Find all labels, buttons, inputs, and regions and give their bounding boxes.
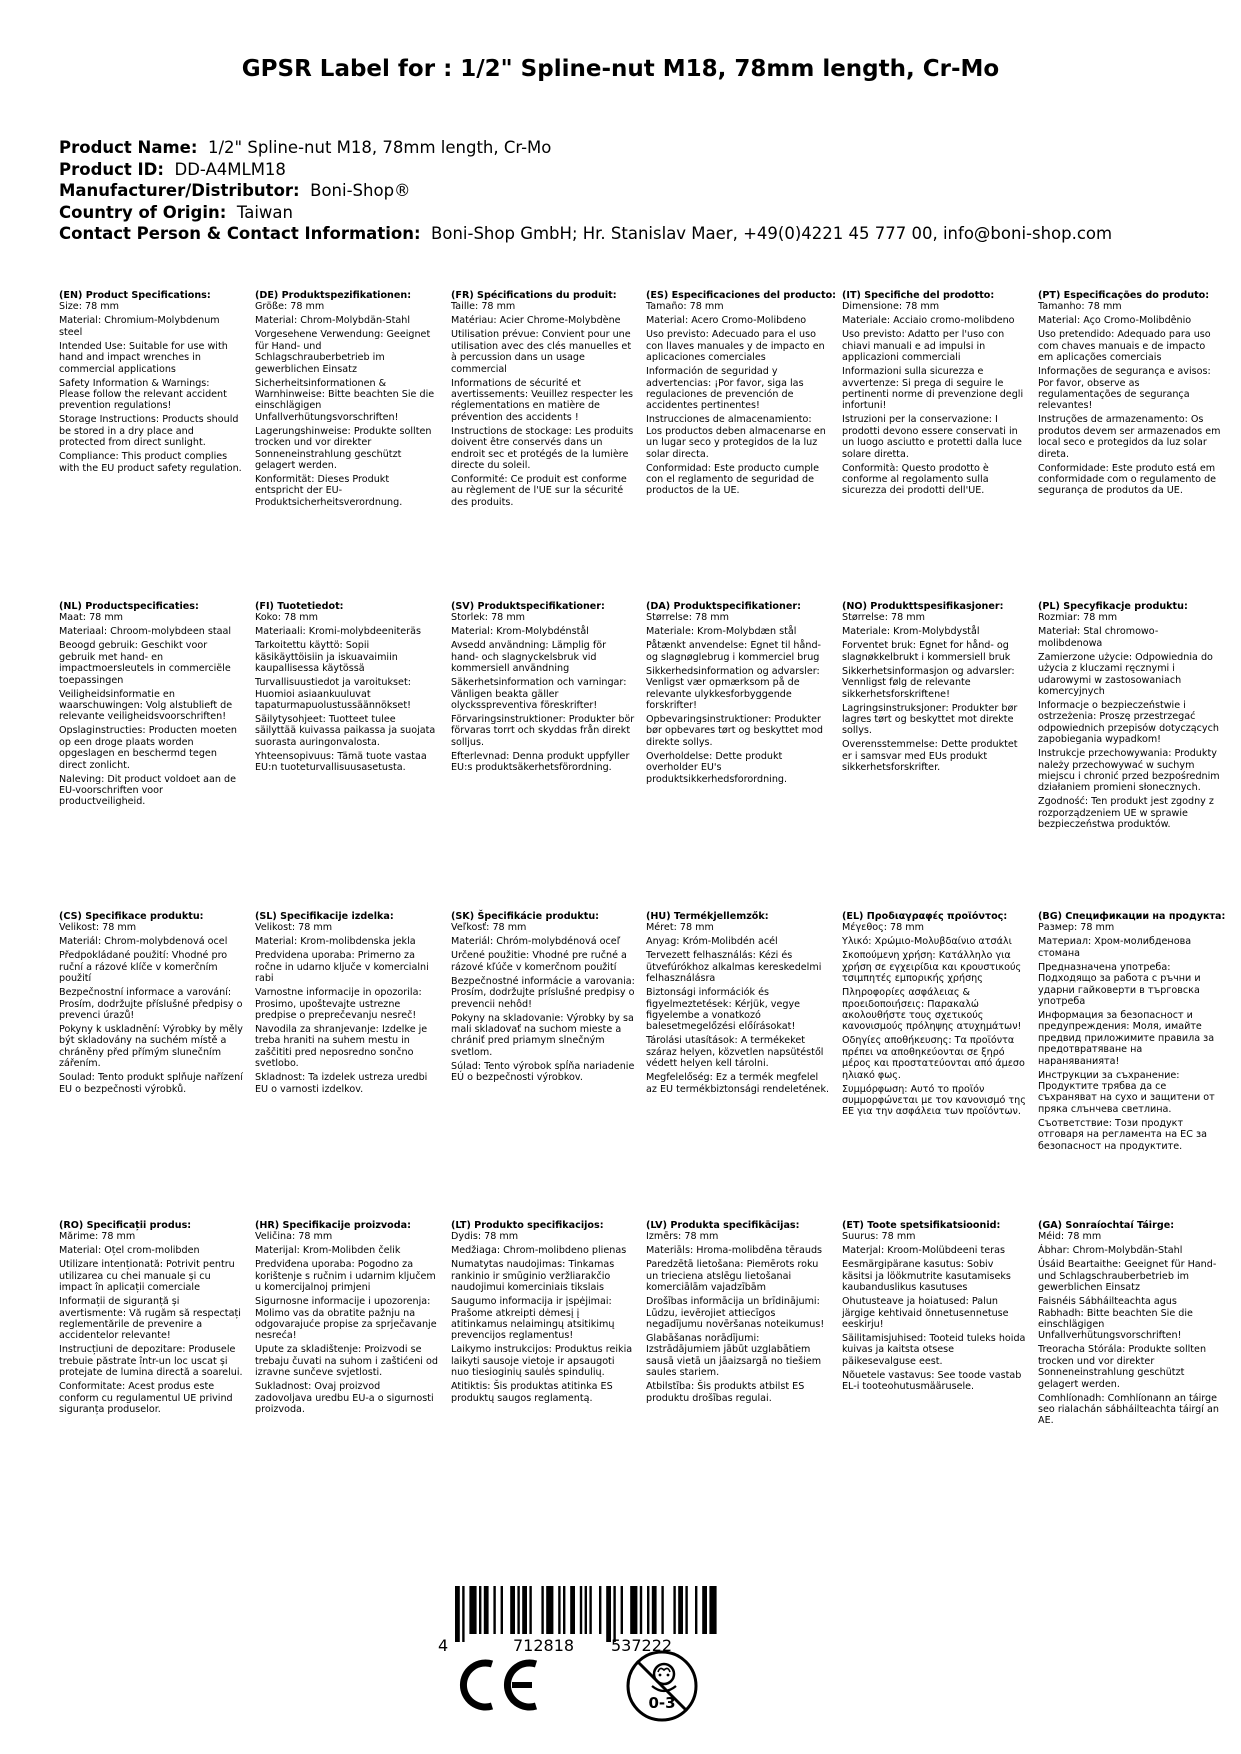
specification-line: Material: Acero Cromo-Molibdeno	[646, 315, 807, 327]
age-range-label: 0-3	[648, 1694, 676, 1712]
language-block	[255, 1220, 445, 1418]
barcode-bar	[580, 1586, 582, 1634]
specification-line: Storlek: 78 mm	[451, 612, 526, 624]
specification-line: Material: Chrom-Molybdän-Stahl	[255, 315, 411, 327]
language-block	[646, 1220, 836, 1407]
barcode-bar	[455, 1586, 460, 1642]
specification-line: Taille: 78 mm	[451, 301, 516, 313]
barcode-bar	[484, 1586, 489, 1634]
language-heading: (EL) Προδιαγραφές προϊόντος:	[842, 911, 1008, 922]
specification-line: Predvidena uporaba: Primerno za ročne in udarno ključe v komercialni rabi	[255, 950, 429, 985]
specification-line: Förvaringsinstruktioner: Produkter bör förvaras torrt och skyddas från direkt solljus.	[451, 714, 635, 748]
specification-line: Sigurnosne informacije i upozorenja: Molimo vas da obratite pažnju na odgovarajuće propise za sprječavanje nesreća!	[255, 1296, 437, 1342]
specification-line: Størrelse: 78 mm	[842, 612, 925, 624]
specification-line: Οδηγίες αποθήκευσης: Τα προϊόντα πρέπει να αποθηκεύονται σε ξηρό μέρος και προστατεύονται από άμεσο ηλιακό φως.	[842, 1035, 1025, 1081]
info-row	[59, 137, 1112, 159]
specification-line: Størrelse: 78 mm	[646, 612, 729, 624]
specification-line: Atbilstība: Šis produkts atbilst ES produktu drošības regulai.	[646, 1381, 805, 1404]
info-label: Product Name:	[59, 138, 198, 157]
specification-line: Overensstemmelse: Dette produktet er i samsvar med EUs produkt sikkerhetsforskrifter.	[842, 739, 1018, 774]
specification-line: Size: 78 mm	[59, 301, 119, 313]
barcode-bar	[702, 1586, 707, 1634]
specification-line: Zamierzone użycie: Odpowiednia do użycia z kluczami ręcznymi i udarowymi w zastosowaniach komercyjnych	[1038, 651, 1213, 698]
language-block	[255, 601, 445, 776]
specification-line: Informazioni sulla sicurezza e avvertenze: Si prega di seguire le pertinenti norme di prevenzione degli infortuni!	[842, 366, 1024, 412]
barcode-bar	[695, 1586, 697, 1634]
specification-line: Glabāšanas norādījumi: Izstrādājumiem jābūt uzglabātiem sausā vietā un jāaizsargā no tiešiem saules stariem.	[646, 1333, 822, 1379]
specification-line: Utilizare intenționată: Potrivit pentru utilizarea cu chei manuale și cu impact în aplicații comerciale	[59, 1259, 235, 1294]
specification-line: Mărime: 78 mm	[59, 1231, 136, 1243]
specification-line: Material: Chromium-Molybdenum steel	[59, 315, 220, 338]
specification-line: Určené použitie: Vhodné pre ručné a rázové kľúče v komerčnom použití	[451, 950, 627, 973]
not-for-children-0-3-icon	[624, 1648, 700, 1728]
language-block	[59, 290, 249, 477]
info-row	[59, 180, 1112, 202]
specification-line: Ábhar: Chrom-Molybdän-Stahl	[1038, 1245, 1183, 1257]
ce-mark-icon	[454, 1656, 542, 1718]
specification-line: Tarkoitettu käyttö: Sopii käsikäyttöisiin ja iskuavaimiin kaupallisessa käytössä	[255, 640, 398, 675]
specification-line: Съответствие: Този продукт отговаря на регламента на ЕС за безопасност на продуктите.	[1038, 1117, 1207, 1152]
specification-line: Инструкции за съхранение: Продуктите трябва да се съхраняват на сухо и защитени от пряка слънчева светлина.	[1038, 1069, 1215, 1115]
specification-line: Materiāls: Hroma-molibdēna tērauds	[646, 1245, 823, 1257]
info-row	[59, 223, 1112, 245]
info-row	[59, 202, 1112, 224]
specification-line: Sicherheitsinformationen & Warnhinweise: Bitte beachten Sie die einschlägigen Unfallverhütungsvorschriften!	[255, 377, 435, 423]
specification-line: Predviđena uporaba: Pogodno za korištenje s ručnim i udarnim ključem u komercijalnoj primjeni	[255, 1259, 436, 1294]
specification-line: Σκοπούμενη χρήση: Κατάλληλο για χρήση σε εγχειρίδια και κρουστικούς τσιμπητές εμπορικής χρήσης	[842, 950, 1022, 985]
specification-line: Medžiaga: Chrom-molibdeno plienas	[451, 1245, 627, 1257]
specification-line: Avsedd användning: Lämplig för hand- och slagnyckelsbruk vid kommersiell användning	[451, 640, 607, 675]
language-heading: (GA) Sonraíochtaí Táirge:	[1038, 1220, 1175, 1231]
language-heading: (DE) Produktspezifikationen:	[255, 290, 412, 301]
barcode-bar	[570, 1586, 575, 1634]
specification-line: Intended Use: Suitable for use with hand and impact wrenches in commercial applications	[59, 340, 228, 375]
info-value: Boni-Shop GmbH; Hr. Stanislav Maer, +49(0)4221 45 777 00, info@boni-shop.com	[431, 224, 1113, 243]
specification-line: Pokyny k uskladnění: Výrobky by měly být skladovány na suchém místě a chráněny před přímým slunečním zářením.	[59, 1024, 243, 1070]
specification-line: Материал: Хром-молибденова стомана	[1038, 936, 1192, 959]
barcode-bar	[709, 1586, 716, 1634]
language-block	[842, 290, 1032, 499]
language-heading: (PT) Especificações do produto:	[1038, 290, 1210, 301]
specification-line: Conformidad: Este producto cumple con el reglamento de seguridad de productos de la UE.	[646, 462, 819, 497]
specification-line: Informacje o bezpieczeństwie i ostrzeżenia: Proszę przestrzegać odpowiednich przepisów dotyczących zapobiegania wypadkom!	[1038, 700, 1219, 746]
language-block	[59, 911, 249, 1098]
specification-line: Storage Instructions: Products should be stored in a dry place and protected from direct sunlight.	[59, 414, 239, 449]
specification-line: Påtænkt anvendelse: Egnet til hånd- og slagnøglebrug i kommerciel brug	[646, 640, 822, 663]
specification-line: Pokyny na skladovanie: Výrobky by sa mali skladovať na suchom mieste a chrániť pred priamym slnečným svetlom.	[451, 1012, 634, 1058]
specification-line: Rozmiar: 78 mm	[1038, 612, 1118, 624]
language-heading: (NO) Produkttspesifikasjoner:	[842, 601, 1004, 612]
specification-line: Navodila za shranjevanje: Izdelke je treba hraniti na suhem mestu in zaščititi pred neposredno sončno svetlobo.	[255, 1024, 428, 1070]
barcode-bar	[661, 1586, 663, 1634]
specification-line: Drošības informācija un brīdinājumi: Lūdzu, ievērojiet attiecīgos negadījumu novēršanas noteikumus!	[646, 1296, 825, 1331]
specification-line: Bezpečnostní informace a varování: Prosím, dodržujte příslušné předpisy o prevenci úrazů!	[59, 987, 243, 1022]
language-heading: (LT) Produkto specifikacijos:	[451, 1220, 604, 1231]
language-heading: (IT) Specifiche del prodotto:	[842, 290, 995, 301]
page-title: GPSR Label for : 1/2" Spline-nut M18, 78mm length, Cr-Mo	[241, 56, 1000, 82]
specification-line: Opbevaringsinstruktioner: Produkter bør opbevares tørt og beskyttet mod direkte sollys.	[646, 714, 823, 748]
barcode-bar	[558, 1586, 560, 1634]
specification-line: Tamaño: 78 mm	[646, 301, 724, 313]
specification-line: Nõuetele vastavus: See toode vastab EL-i tooteohutusmäärusele.	[842, 1369, 1022, 1393]
specification-line: Material: Aço Cromo-Molibdênio	[1038, 315, 1192, 327]
specification-line: Yhteensopivuus: Tämä tuote vastaa EU:n tuoteturvallisuusasetusta.	[255, 750, 427, 774]
language-block	[1038, 911, 1228, 1155]
specification-line: Treoracha Stórála: Produkte sollten trocken und vor direkter Sonneneinstrahlung geschützt gelagert werden.	[1038, 1344, 1207, 1390]
info-label: Manufacturer/Distributor:	[59, 181, 300, 200]
language-block	[1038, 290, 1228, 499]
specification-line: Υλικό: Χρώμιο-Μολυβδαίνιο ατσάλι	[842, 936, 1012, 948]
language-block	[646, 911, 836, 1098]
language-heading: (NL) Productspecificaties:	[59, 601, 199, 612]
barcode-bar	[621, 1586, 623, 1634]
specification-line: Tervezett felhasználás: Kézi és ütvefúrókhoz alkalmas kereskedelmi felhasználásra	[646, 950, 822, 985]
specification-line: Instrucțiuni de depozitare: Produsele trebuie păstrate într-un loc uscat și protejate de lumina directă a soarelui.	[59, 1344, 243, 1379]
specification-line: Conformité: Ce produit est conforme au règlement de l'UE sur la sécurité des produits.	[451, 474, 627, 508]
language-heading: (HU) Termékjellemzők:	[646, 911, 769, 922]
specification-line: Faisnéis Sábháilteachta agus Rabhadh: Bitte beachten Sie die einschlägigen Unfallverhütungsvorschriften!	[1038, 1296, 1193, 1342]
specification-line: Informations de sécurité et avertissements: Veuillez respecter les réglementations en matière de prévention des accidents !	[451, 377, 634, 423]
specification-line: Méret: 78 mm	[646, 922, 714, 934]
barcode-bar	[493, 1586, 495, 1634]
barcode-bar	[640, 1586, 642, 1634]
specification-line: Lagerungshinweise: Produkte sollten trocken und vor direkter Sonneneinstrahlung geschützt gelagert werden.	[255, 425, 432, 472]
specification-line: Materiál: Chrom-molybdenová ocel	[59, 936, 228, 948]
info-value: Boni-Shop®	[310, 181, 411, 200]
specification-line: Uso previsto: Adecuado para el uso con llaves manuales y de impacto en aplicaciones comerciales	[646, 329, 825, 364]
specification-line: Предназначена употреба: Подходящо за работа с ръчни и ударни гайковерти в търговска употреба	[1038, 961, 1201, 1008]
specification-line: Saugumo informacija ir įspėjimai: Prašome atkreipti dėmesį į atitinkamus nelaimingų atsitikimų prevencijos reglamentus!	[451, 1296, 615, 1342]
specification-line: Информация за безопасност и предупреждения: Моля, имайте предвид приложимите правила за предотвратяване на нараняванията!	[1038, 1010, 1215, 1067]
barcode-bar	[652, 1586, 657, 1634]
barcode-bar	[546, 1586, 553, 1634]
barcode-bar	[630, 1586, 637, 1634]
language-heading: (ET) Toote spetsifikatsioonid:	[842, 1220, 1001, 1231]
barcode-bar	[589, 1586, 591, 1634]
specification-line: Utilisation prévue: Convient pour une utilisation avec des clés manuelles et à percussion dans un usage commercial	[451, 329, 632, 375]
info-row	[59, 159, 1112, 181]
barcode-bar	[462, 1586, 464, 1642]
barcode-bar	[529, 1586, 531, 1634]
language-block	[842, 601, 1032, 776]
specification-line: Uso pretendido: Adequado para uso com chaves manuais e de impacto em aplicações comerciais	[1038, 329, 1211, 364]
specification-line: Naleving: Dit product voldoet aan de EU-voorschriften voor productveiligheid.	[59, 773, 236, 808]
specification-line: Istruzioni per la conservazione: I prodotti devono essere conservati in un luogo asciutto e protetti dalla luce solare diretta.	[842, 414, 1022, 460]
language-heading: (LV) Produkta specifikācijas:	[646, 1220, 800, 1231]
specification-line: Konformität: Dieses Produkt entspricht der EU-Produktsicherheitsverordnung.	[255, 474, 403, 508]
specification-line: Veličina: 78 mm	[255, 1231, 333, 1243]
barcode-bars	[437, 1586, 717, 1642]
specification-line: Matériau: Acier Chrome-Molybdène	[451, 315, 621, 327]
specification-line: Instructions de stockage: Les produits doivent être conservés dans un endroit sec et protégés de la lumière directe du soleil.	[451, 425, 634, 472]
specification-line: Efterlevnad: Denna produkt uppfyller EU:s produktsäkerhetsförordning.	[451, 750, 630, 774]
barcode-bar	[678, 1586, 683, 1634]
specification-line: Uso previsto: Adatto per l'uso con chiavi manuali e ad impulsi in applicazioni commerciali	[842, 329, 1005, 364]
barcode-bar	[479, 1586, 481, 1634]
language-block	[59, 1220, 249, 1418]
specification-line: Informații de siguranță și avertismente: Vă rugăm să respectați reglementările de prevenire a accidentelor relevante!	[59, 1296, 241, 1342]
language-block	[255, 290, 445, 511]
specification-line: Material: Krom-Molybdénstål	[451, 626, 589, 638]
language-block	[646, 601, 836, 788]
specification-line: Méid: 78 mm	[1038, 1231, 1102, 1243]
language-heading: (HR) Specifikacije proizvoda:	[255, 1220, 411, 1231]
language-specifications-grid	[59, 290, 1239, 1510]
barcode-bar	[563, 1586, 565, 1634]
barcode-bar	[685, 1586, 687, 1634]
specification-line: Velikost: 78 mm	[59, 922, 137, 934]
language-heading: (RO) Specificații produs:	[59, 1220, 192, 1231]
specification-line: Soulad: Tento produkt splňuje nařízení EU o bezpečnosti výrobků.	[59, 1072, 243, 1095]
language-block	[255, 911, 445, 1098]
barcode-bar	[510, 1586, 515, 1634]
specification-line: Materiaal: Chroom-molybdeen staal	[59, 626, 232, 638]
barcode-bar	[522, 1586, 527, 1634]
specification-line: Materiale: Krom-Molybdæn stål	[646, 626, 797, 638]
specification-line: Varnostne informacije in opozorila: Prosimo, upoštevajte ustrezne predpise o preprečevanju nesreč!	[255, 987, 422, 1022]
language-heading: (CS) Specifikace produktu:	[59, 911, 204, 922]
specification-line: Materiál: Chróm-molybdénová oceľ	[451, 936, 621, 948]
specification-line: Lagringsinstruksjoner: Produkter bør lagres tørt og beskyttet mot direkte sollys.	[842, 702, 1018, 737]
language-heading: (SL) Specifikacije izdelka:	[255, 911, 394, 922]
barcode-bar	[541, 1586, 543, 1634]
specification-line: Dimensione: 78 mm	[842, 301, 940, 313]
product-info	[59, 137, 1112, 245]
specification-line: Dydis: 78 mm	[451, 1231, 519, 1243]
language-heading: (FR) Spécifications du produit:	[451, 290, 617, 301]
specification-line: Biztonsági információk és figyelmeztetések: Kérjük, vegye figyelembe a vonatkozó balesetmegelőzési előírásokat!	[646, 987, 801, 1033]
specification-line: Koko: 78 mm	[255, 612, 318, 624]
specification-line: Zgodność: Ten produkt jest zgodny z rozporządzeniem UE w sprawie bezpieczeństwa produktów.	[1038, 796, 1214, 831]
specification-line: Eesmärgipärane kasutus: Sobiv käsitsi ja löökmutrite kasutamiseks kaubanduslikus kasutuses	[842, 1259, 1011, 1294]
specification-line: Materiał: Stal chromowo-molibdenowa	[1038, 626, 1159, 649]
specification-line: Upute za skladištenje: Proizvodi se trebaju čuvati na suhom i zaštićeni od izravne sunčeve svjetlosti.	[255, 1344, 438, 1379]
specification-line: Sikkerhetsinformasjon og advarsler: Vennligst følg de relevante sikkerhetsforskriftene!	[842, 665, 1015, 700]
barcode-bar	[606, 1586, 611, 1642]
ean-barcode	[437, 1586, 717, 1655]
language-heading: (EN) Product Specifications:	[59, 290, 211, 301]
specification-line: Comhlíonadh: Comhlíonann an táirge seo rialachán sábháilteachta táirgí an AE.	[1038, 1392, 1219, 1427]
specification-line: Úsáid Beartaithe: Geeignet für Hand- und Schlagschrauberbetrieb im gewerblichen Einsatz	[1038, 1259, 1217, 1294]
barcode-digit-first: 4	[438, 1636, 449, 1655]
specification-line: Πληροφορίες ασφάλειας & προειδοποιήσεις: Παρακαλώ ακολουθήστε τους σχετικούς κανονισμούς πρόληψης ατυχημάτων!	[842, 987, 1022, 1033]
barcode-bar	[647, 1586, 649, 1634]
specification-line: Materiaali: Kromi-molybdeeniteräs	[255, 626, 421, 638]
specification-line: Material: Oțel crom-molibden	[59, 1245, 200, 1257]
specification-line: Μέγεθος: 78 mm	[842, 922, 924, 934]
info-label: Country of Origin:	[59, 202, 227, 222]
specification-line: Overholdelse: Dette produkt overholder EU's produktsikkerhedsforordning.	[646, 750, 788, 785]
language-block	[1038, 1220, 1228, 1429]
specification-line: Súlad: Tento výrobok spĺňa nariadenie EÚ o bezpečnosti výrobkov.	[451, 1060, 635, 1084]
specification-line: Instrucciones de almacenamiento: Los productos deben almacenarse en un lugar seco y protegidos de la luz solar directa.	[646, 414, 826, 460]
specification-line: Tamanho: 78 mm	[1038, 301, 1122, 313]
specification-line: Instruções de armazenamento: Os produtos devem ser armazenados em local seco e protegidos da luz solar direta.	[1038, 414, 1221, 460]
specification-line: Megfelelőség: Ez a termék megfelel az EU termékbiztonsági rendeletének.	[646, 1072, 830, 1095]
specification-line: Maat: 78 mm	[59, 612, 124, 624]
specification-line: Safety Information & Warnings: Please follow the relevant accident prevention regulations!	[59, 377, 227, 412]
language-block	[842, 1220, 1032, 1395]
specification-line: Sukladnost: Ovaj proizvod zadovoljava uredbu EU-a o sigurnosti proizvoda.	[255, 1381, 434, 1416]
barcode-bar	[673, 1586, 675, 1634]
language-block	[451, 1220, 641, 1407]
language-block	[451, 911, 641, 1086]
specification-line: Säilytysohjeet: Tuotteet tulee säilyttää kuivassa paikassa ja suojata suorasta auringonvalosta.	[255, 714, 436, 748]
language-block	[59, 601, 249, 810]
specification-line: Materjal: Kroom-Molübdeeni teras	[842, 1245, 1005, 1257]
specification-line: Beoogd gebruik: Geschikt voor gebruik met hand- en impactmoersleutels in commerciële toepassingen	[59, 640, 231, 686]
language-heading: (SV) Produktspecifikationer:	[451, 601, 605, 612]
language-heading: (PL) Specyfikacje produktu:	[1038, 601, 1188, 612]
info-value: 1/2" Spline-nut M18, 78mm length, Cr-Mo	[207, 138, 552, 157]
specification-line: Forventet bruk: Egnet for hånd- og slagnøkkelbrukt i kommersiell bruk	[842, 640, 1011, 663]
specification-line: Größe: 78 mm	[255, 301, 325, 313]
barcode-bar	[501, 1586, 503, 1634]
language-block	[646, 290, 836, 499]
specification-line: Tárolási utasítások: A termékeket száraz helyen, közvetlen napsütéstől védett helyen kell tárolni.	[646, 1035, 824, 1070]
barcode-bar	[469, 1586, 476, 1634]
specification-line: Conformitate: Acest produs este conform cu regulamentul UE privind siguranța produselor.	[59, 1381, 233, 1416]
specification-line: Suurus: 78 mm	[842, 1231, 916, 1243]
specification-line: Atitiktis: Šis produktas atitinka ES produktų saugos reglamentą.	[451, 1381, 613, 1404]
barcode-digits-right: 537222	[611, 1636, 673, 1655]
barcode-bar	[613, 1586, 615, 1642]
specification-line: Izmērs: 78 mm	[646, 1231, 719, 1243]
specification-line: Conformidade: Este produto está em conformidade com o regulamento de segurança de produtos da UE.	[1038, 462, 1217, 497]
specification-line: Opslaginstructies: Producten moeten op een droge plaats worden opgeslagen en beschermd tegen direct zonlicht.	[59, 725, 238, 771]
language-block	[451, 601, 641, 776]
specification-line: Compliance: This product complies with the EU product safety regulation.	[59, 451, 242, 474]
specification-line: Anyag: Króm-Molibdén acél	[646, 936, 778, 948]
info-value: Taiwan	[236, 202, 293, 222]
specification-line: Materiale: Krom-Molybdystål	[842, 626, 980, 638]
specification-line: Säkerhetsinformation och varningar: Vänligen beakta gäller olycksspreventiva föreskrifter!	[451, 677, 627, 712]
specification-line: Sikkerhedsinformation og advarsler: Venligst vær opmærksom på de relevante ulykkesforbyggende forskrifter!	[646, 665, 820, 712]
specification-line: Ohutusteave ja hoiatused: Palun järgige kehtivaid õnnetusennetuse eeskirju!	[842, 1296, 1009, 1331]
info-label: Contact Person & Contact Information:	[59, 224, 421, 243]
specification-line: Bezpečnostné informácie a varovania: Prosím, dodržujte príslušné predpisy o prevencii nehôd!	[451, 975, 635, 1010]
specification-line: Veľkosť: 78 mm	[451, 922, 527, 934]
specification-line: Vorgesehene Verwendung: Geeignet für Hand- und Schlagschrauberbetrieb im gewerblichen Einsatz	[255, 329, 431, 375]
language-heading: (BG) Спецификации на продукта:	[1038, 911, 1226, 922]
language-heading: (SK) Špecifikácie produktu:	[451, 911, 600, 922]
specification-line: Materijal: Krom-Molibden čelik	[255, 1245, 401, 1257]
specification-line: Säilitamisjuhised: Tooteid tuleks hoida kuivas ja kaitsta otsese päikesevalguse eest.	[842, 1333, 1026, 1367]
barcode-bar	[585, 1586, 587, 1634]
specification-line: Conformità: Questo prodotto è conforme al regolamento sulla sicurezza dei prodotti dell'UE.	[842, 462, 989, 497]
specification-line: Размер: 78 mm	[1038, 922, 1115, 934]
language-block	[842, 911, 1032, 1120]
specification-line: Información de seguridad y advertencias: ¡Por favor, siga las regulaciones de prevención de accidentes pertinentes!	[646, 366, 804, 412]
info-value: DD-A4MLM18	[174, 159, 286, 179]
barcode-digits-left: 712818	[513, 1636, 575, 1655]
barcode-bar	[517, 1586, 519, 1634]
specification-line: Laikymo instrukcijos: Produktus reikia laikyti sausoje vietoje ir apsaugoti nuo tiesioginių saulės spindulių.	[451, 1344, 633, 1379]
specification-line: Turvallisuustiedot ja varoitukset: Huomioi asiaankuuluvat tapaturmapuolustussäännökset!	[255, 677, 411, 712]
barcode-bar	[599, 1586, 601, 1634]
specification-line: Instrukcje przechowywania: Produkty należy przechowywać w suchym miejscu i chronić przed bezpośrednim działaniem promieni słonecznych.	[1038, 748, 1220, 794]
specification-line: Velikost: 78 mm	[255, 922, 333, 934]
language-block	[1038, 601, 1228, 833]
specification-line: Veiligheidsinformatie en waarschuwingen: Volg alstublieft de relevante veiligheidsvoorschriften!	[59, 688, 233, 723]
specification-line: Skladnost: Ta izdelek ustreza uredbi EU o varnosti izdelkov.	[255, 1072, 428, 1095]
specification-line: Informações de segurança e avisos: Por favor, observe as regulamentações de segurança relevantes!	[1038, 366, 1211, 412]
specification-line: Předpokládané použití: Vhodné pro ruční a rázové klíče v komerčním použití	[59, 950, 228, 985]
specification-line: Materiale: Acciaio cromo-molibdeno	[842, 315, 1015, 327]
language-block	[451, 290, 641, 511]
language-heading: (DA) Produktspecifikationer:	[646, 601, 801, 612]
info-label: Product ID:	[59, 159, 164, 179]
language-heading: (FI) Tuotetiedot:	[255, 601, 344, 612]
language-heading: (ES) Especificaciones del producto:	[646, 290, 837, 301]
specification-line: Paredzētā lietošana: Piemērots roku un trieciena atslēgu lietošanai komerciālām vajadzībām	[646, 1259, 819, 1294]
specification-line: Material: Krom-molibdenska jekla	[255, 936, 416, 948]
specification-line: Συμμόρφωση: Αυτό το προϊόν συμμορφώνεται με τον κανονισμό της ΕΕ για την ασφάλεια των προϊόντων.	[842, 1083, 1026, 1118]
specification-line: Numatytas naudojimas: Tinkamas rankinio ir smūginio veržliarakčio naudojimui komerciniais tikslais	[451, 1259, 615, 1294]
